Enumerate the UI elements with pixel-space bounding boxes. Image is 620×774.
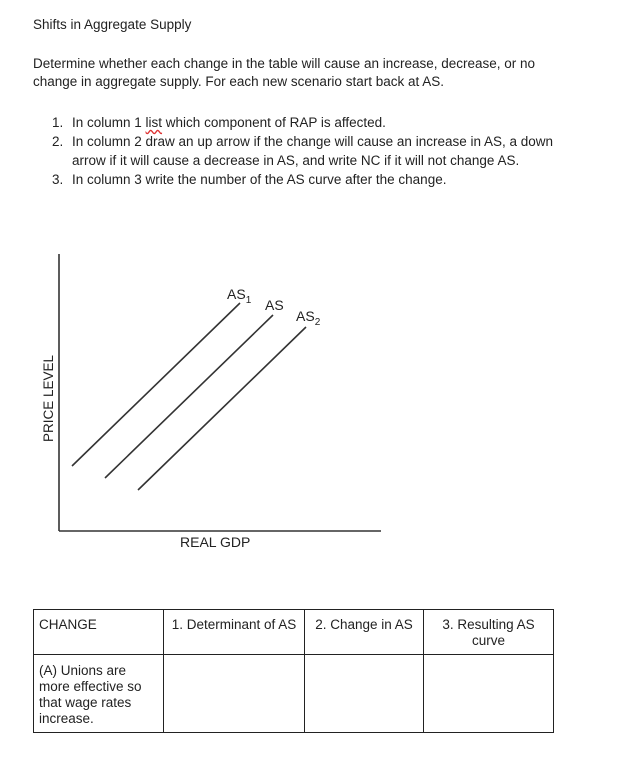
step-text: In column 3 write the number of the AS curve after the change. <box>72 172 447 187</box>
change-in-as-cell[interactable] <box>305 655 424 733</box>
header-change-in-as: 2. Change in AS <box>305 610 424 655</box>
table-row <box>34 655 554 733</box>
instructions-intro: Determine whether each change in the table will cause an increase, decrease, or no change in aggregate supply. For each new scenario start back at AS. <box>33 56 536 89</box>
header-change: CHANGE <box>34 610 164 655</box>
as-label: AS <box>265 297 284 313</box>
as1-label: $AS_1$ <box>227 286 252 306</box>
step-text-part: In column 1 <box>72 115 146 130</box>
as-shift-diagram <box>0 240 420 560</box>
instruction-step-1 <box>52 113 562 132</box>
determinant-cell[interactable] <box>164 655 305 733</box>
as1-curve <box>72 303 240 466</box>
instruction-step-2 <box>52 132 562 170</box>
step-number: 3. <box>52 172 64 187</box>
x-axis-label: REAL GDP <box>180 534 251 550</box>
as2-label: $AS_2$ <box>296 308 321 328</box>
instruction-step-3 <box>52 170 562 189</box>
as-shift-table <box>33 609 554 733</box>
step-text: In column 2 draw an up arrow if the change will cause an increase in AS, a down arrow if it will cause a decrease in AS, and write NC if it will not change AS. <box>72 134 554 168</box>
as2-curve <box>138 327 306 490</box>
change-cell: (A) Unions are more effective so that wage rates increase. <box>34 655 164 733</box>
step-number: 2. <box>52 134 64 149</box>
page-title: Shifts in Aggregate Supply <box>33 17 192 32</box>
table-header-row <box>34 610 554 655</box>
resulting-curve-cell[interactable] <box>424 655 554 733</box>
instructions-list <box>52 113 562 189</box>
y-axis-label: PRICE LEVEL <box>41 354 56 442</box>
spellcheck-flagged-word: list <box>145 115 163 130</box>
header-determinant: 1. Determinant of AS <box>164 610 305 655</box>
as-curve <box>105 315 273 478</box>
step-text-part: which component of RAP is affected. <box>162 115 386 130</box>
header-resulting-curve: 3. Resulting AS curve <box>424 610 554 655</box>
step-number: 1. <box>52 115 64 130</box>
